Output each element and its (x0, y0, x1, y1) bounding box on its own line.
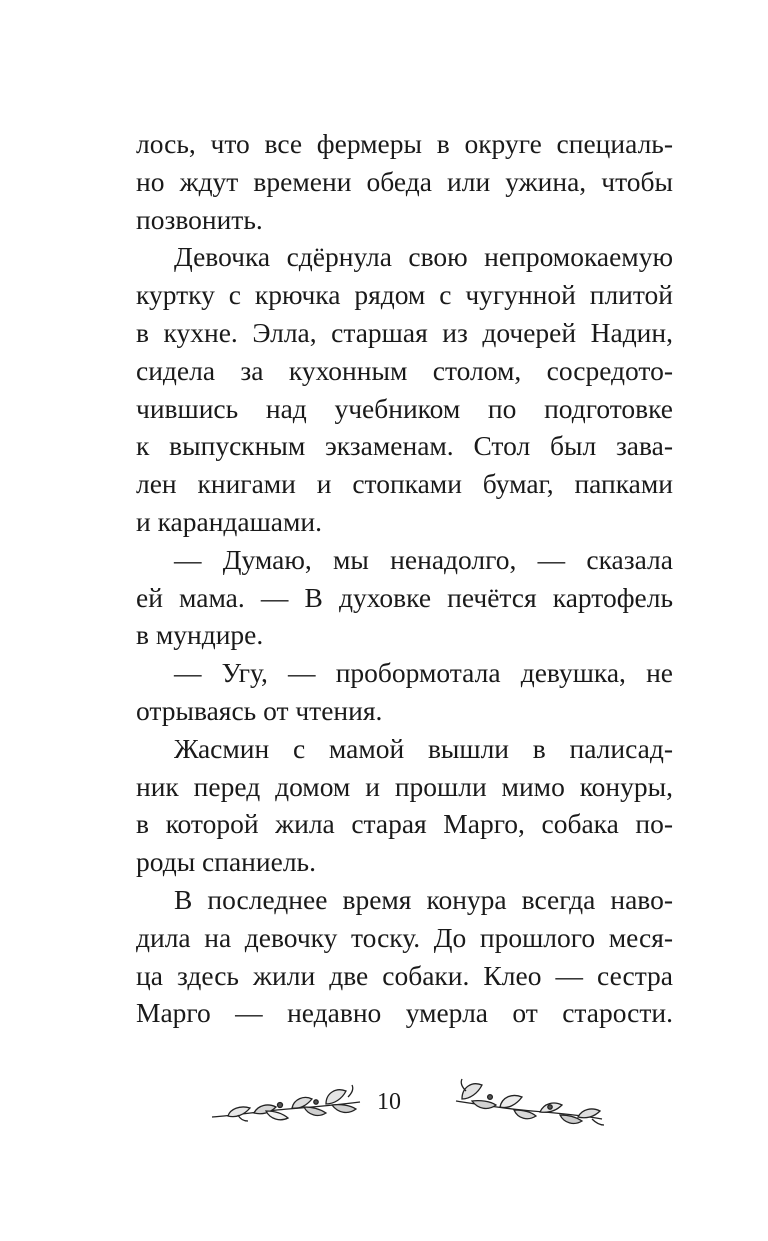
text-line: — Угу, — пробормотала девушка, не (174, 657, 673, 689)
text-line: в кухне. Элла, старшая из дочерей Надин, (136, 316, 673, 348)
text-line: куртку с крючка рядом с чугунной плитой (136, 279, 673, 311)
text-line: лен книгами и стопками бумаг, папками (136, 468, 673, 500)
text-line: в мундире. (136, 619, 264, 651)
text-line: позвонить. (136, 203, 263, 235)
text-line: — Думаю, мы ненадолго, — сказала (174, 543, 673, 575)
text-line: чившись над учебником по подготовке (136, 392, 673, 424)
text-line: сидела за кухонным столом, сосредото- (136, 354, 673, 386)
text-line: отрываясь от чтения. (136, 694, 383, 726)
text-line: но ждут времени обеда или ужина, чтобы (136, 165, 673, 197)
text-line: В последнее время конура всегда наво- (174, 883, 673, 915)
floral-vine-ornament-right-icon (452, 1075, 607, 1135)
text-line: в которой жила старая Марго, собака по- (136, 808, 673, 840)
text-line: Жасмин с мамой вышли в палисад- (174, 732, 673, 764)
text-line: и карандашами. (136, 505, 322, 537)
text-line: лось, что все фермеры в округе специаль- (136, 128, 673, 159)
page-number: 10 (377, 1089, 401, 1115)
text-line: ник перед домом и прошли мимо конуры, (136, 770, 673, 802)
floral-vine-ornament-left-icon (208, 1075, 363, 1135)
text-line: роды спаниель. (136, 846, 316, 878)
text-line: ца здесь жили две собаки. Клео — сестра (136, 959, 673, 991)
page-text-body (136, 125, 673, 1032)
text-line: дила на девочку тоску. До прошлого меся- (136, 921, 673, 953)
text-line: к выпускным экзаменам. Стол был зава- (136, 430, 673, 462)
text-line: ей мама. — В духовке печётся картофель (136, 581, 673, 613)
page-footer (0, 1075, 768, 1135)
text-line: Девочка сдёрнула свою непромокаемую (174, 241, 673, 273)
text-line: Марго — недавно умерла от старости. (136, 997, 673, 1029)
